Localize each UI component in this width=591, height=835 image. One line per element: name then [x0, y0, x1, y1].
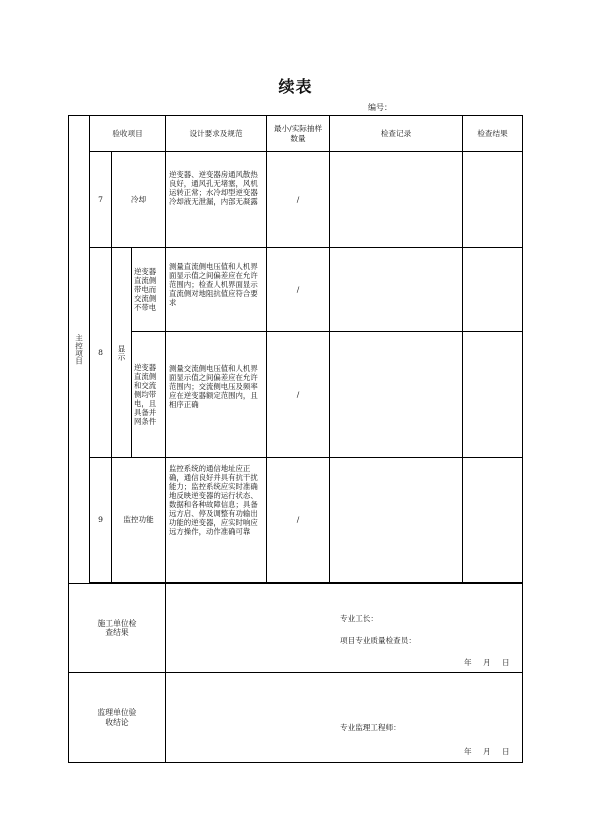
row-record-field[interactable]: [330, 332, 463, 458]
row-result-field[interactable]: [463, 152, 523, 248]
table-row: [69, 458, 523, 583]
construction-row: [69, 584, 523, 673]
supervision-row: [69, 673, 523, 763]
row-result-field[interactable]: [463, 458, 523, 583]
row-record-field[interactable]: [330, 152, 463, 248]
main-category-label: 主控项目: [74, 334, 84, 365]
header-record: 检查记录: [330, 116, 463, 152]
row-design: 监控系统的通信地址应正确，通信良好并具有抗干扰能力；监控系统应实时准确地反映逆变器的运行状态、数据和各种故障信息；具备远方启、停及调整有功输出功能的逆变器，应实时响应远方操作，动作准确可靠: [166, 458, 267, 583]
row-item-name-cell: [112, 248, 132, 458]
row-result-field[interactable]: [463, 248, 523, 332]
row-number: 8: [90, 248, 112, 458]
row-result-field[interactable]: [463, 332, 523, 458]
table-row: [69, 248, 523, 332]
row-sample: /: [267, 248, 330, 332]
row-sample: /: [267, 332, 330, 458]
row-design: 逆变器、逆变器房通风散热良好，通风孔无堵塞，风机运转正常；水冷却型逆变器冷却液无泄漏，内部无凝露: [166, 152, 267, 248]
row-number: 7: [90, 152, 112, 248]
row-number: 9: [90, 458, 112, 583]
construction-label: 施工单位检查结果: [97, 618, 137, 637]
header-item: 验收项目: [90, 116, 166, 152]
row-record-field[interactable]: [330, 248, 463, 332]
header-row: [69, 116, 523, 152]
table-row: [69, 332, 523, 458]
code-label: 编号：: [368, 103, 392, 112]
inspector-label: 项目专业质量检查员：: [340, 636, 416, 645]
row-sample: /: [267, 152, 330, 248]
table-row: [69, 152, 523, 248]
subitem-name: 逆变器直流侧和交流侧均带电，且具备并网条件: [132, 332, 166, 458]
supervision-date: 年 月 日: [464, 747, 510, 756]
page-title: 续表: [278, 77, 313, 96]
header-result: 检查结果: [463, 116, 523, 152]
construction-label-cell: [69, 584, 166, 673]
engineer-label: 专业监理工程师：: [340, 723, 401, 732]
supervision-label: 监理单位验收结论: [97, 708, 137, 727]
header-sample: 最小/实际抽样数量: [267, 116, 330, 152]
construction-date: 年 月 日: [464, 658, 510, 667]
row-design: 测量直流侧电压值和人机界面显示值之间偏差应在允许范围内；检查人机界面显示直流侧对地阻抗值应符合要求: [166, 248, 267, 332]
inspection-table: [68, 115, 523, 763]
row-item-name: 监控功能: [112, 458, 166, 583]
main-category-cell: [69, 116, 90, 584]
row-item-name: 冷却: [112, 152, 166, 248]
header-design: 设计要求及规范: [166, 116, 267, 152]
supervision-sign-area[interactable]: [166, 673, 523, 763]
row-sample: /: [267, 458, 330, 583]
foreman-label: 专业工长：: [340, 614, 378, 623]
construction-sign-area[interactable]: [166, 584, 523, 673]
supervision-label-cell: [69, 673, 166, 763]
subitem-name: 逆变器直流侧带电而交流侧不带电: [132, 248, 166, 332]
row-design: 测量交流侧电压值和人机界面显示值之间偏差应在允许范围内；交流侧电压及频率应在逆变器额定范围内，且相序正确: [166, 332, 267, 458]
row-item-name: 显示: [117, 344, 127, 361]
row-record-field[interactable]: [330, 458, 463, 583]
